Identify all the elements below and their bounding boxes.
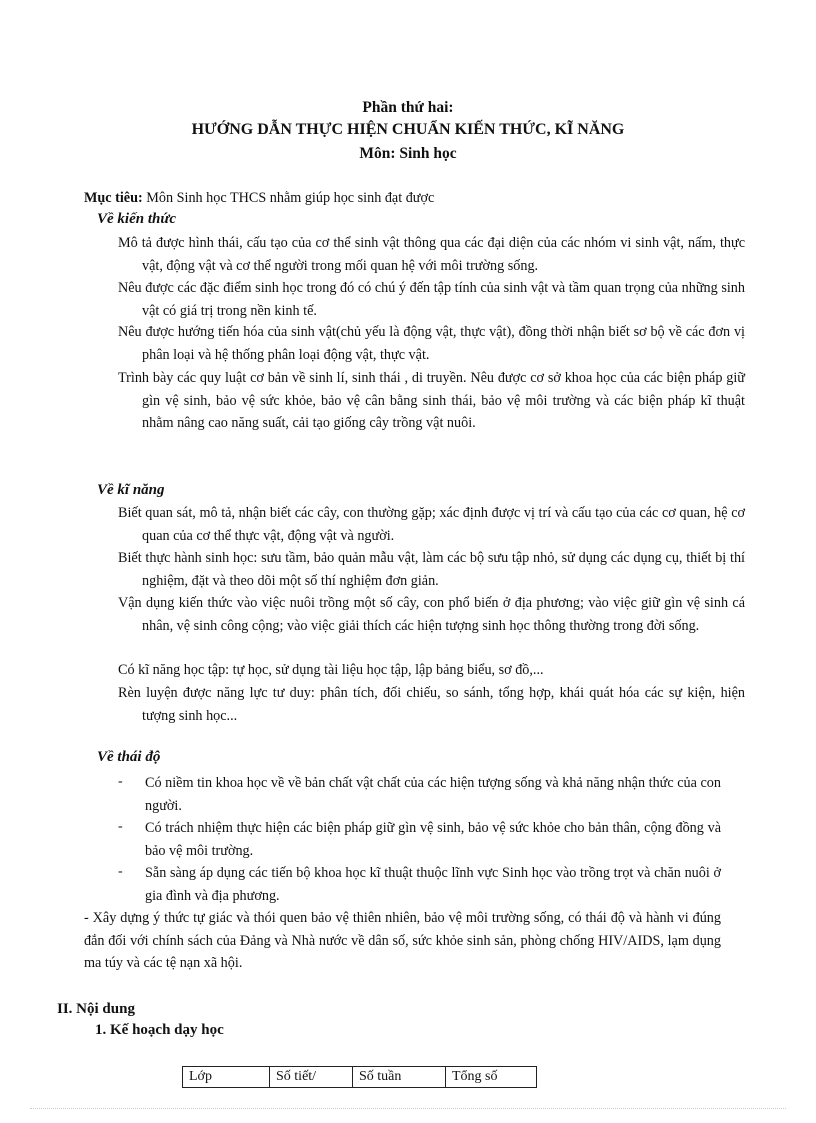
skills-item: Có kĩ năng học tập: tự học, sử dụng tài liệu học tập, lập bảng biểu, sơ đồ,...	[118, 662, 544, 678]
teaching-plan-table	[182, 1066, 537, 1088]
content-heading: II. Nội dung	[57, 1001, 135, 1017]
skills-item: Biết thực hành sinh học: sưu tầm, bảo quản mẫu vật, làm các bộ sưu tập nhỏ, sử dụng các dụng cụ, thiết bị thí nghiệm, đặt và theo dõi một số thí nghiệm đơn giản.	[118, 550, 745, 589]
skills-item: Biết quan sát, mô tả, nhận biết các cây, con thường gặp; xác định được vị trí và cấu tạo của các cơ quan, hệ cơ quan của cơ thể thực vật, động vật và người.	[118, 505, 745, 544]
knowledge-item: Nêu được các đặc điểm sinh học trong đó có chú ý đến tập tính của sinh vật và tầm quan trọng của những sinh vật có giá trị trong nền kinh tế.	[118, 280, 745, 319]
document-title: HƯỚNG DẪN THỰC HIỆN CHUẨN KIẾN THỨC, KĨ NĂNG	[191, 121, 625, 138]
table-header-cell: Lớp	[183, 1067, 270, 1088]
knowledge-heading: Về kiến thức	[97, 211, 176, 227]
teaching-plan-heading: 1. Kế hoạch dạy học	[95, 1022, 224, 1038]
attitude-item: Sẵn sàng áp dụng các tiến bộ khoa học kĩ thuật thuộc lĩnh vực Sinh học vào trồng trọt và chăn nuôi ở gia đình và địa phương.	[145, 865, 721, 904]
table-header-row	[183, 1067, 537, 1088]
table-header-cell: Số tiết/	[270, 1067, 353, 1088]
attitude-heading: Về thái độ	[97, 749, 161, 765]
attitude-item: Có trách nhiệm thực hiện các biện pháp giữ gìn vệ sinh, bảo vệ sức khỏe cho bản thân, cộng đồng và bảo vệ môi trường.	[145, 820, 721, 859]
bullet-marker: -	[118, 774, 123, 789]
knowledge-item: Mô tả được hình thái, cấu tạo của cơ thể sinh vật thông qua các đại diện của các nhóm vi sinh vật, nấm, thực vật, động vật và cơ thể người trong mối quan hệ với môi trường sống.	[118, 235, 745, 274]
objective-label: Mục tiêu:	[84, 190, 143, 206]
bullet-marker: -	[118, 864, 123, 879]
part-heading: Phần thứ hai:	[362, 99, 454, 116]
objective-text: Môn Sinh học THCS nhằm giúp học sinh đạt được	[142, 190, 435, 206]
attitude-extra: - Xây dựng ý thức tự giác và thói quen bảo vệ thiên nhiên, bảo vệ môi trường sống, có thái độ và hành vi đúng đắn đối với chính sách của Đảng và Nhà nước về dân số, sức khỏe sinh sản, phòng chống HIV/AIDS, lạm dụng ma túy và các tệ nạn xã hội.	[84, 910, 721, 971]
skills-item: Vận dụng kiến thức vào việc nuôi trồng một số cây, con phổ biến ở địa phương; vào việc giữ gìn vệ sinh cá nhân, vệ sinh công cộng; vào việc giải thích các hiện tượng sinh học thông thường trong đời sống.	[118, 595, 745, 634]
subject-heading: Môn: Sinh học	[359, 145, 457, 162]
skills-heading: Về kĩ năng	[97, 482, 165, 498]
knowledge-item: Nêu được hướng tiến hóa của sinh vật(chủ yếu là động vật, thực vật), đồng thời nhận biết sơ bộ về các đơn vị phân loại và hệ thống phân loại động vật, thực vật.	[118, 324, 745, 363]
page-bottom-divider	[30, 1108, 786, 1109]
skills-item: Rèn luyện được năng lực tư duy: phân tích, đối chiếu, so sánh, tổng hợp, khái quát hóa các sự kiện, hiện tượng sinh học...	[118, 685, 745, 724]
bullet-marker: -	[118, 819, 123, 834]
table-header-cell: Số tuần	[353, 1067, 446, 1088]
attitude-item: Có niềm tin khoa học về về bản chất vật chất của các hiện tượng sống và khả năng nhận thức của con người.	[145, 775, 721, 814]
objective-line	[84, 187, 724, 210]
table-header-cell: Tổng số	[446, 1067, 537, 1088]
knowledge-item: Trình bày các quy luật cơ bản về sinh lí, sinh thái , di truyền. Nêu được cơ sở khoa học của các biện pháp giữ gìn vệ sinh, bảo vệ sức khỏe, bảo vệ cân bằng sinh thái, bảo vệ môi trường và các biện pháp kĩ thuật nhằm nâng cao năng suất, cải tạo giống cây trồng vật nuôi.	[118, 370, 745, 431]
